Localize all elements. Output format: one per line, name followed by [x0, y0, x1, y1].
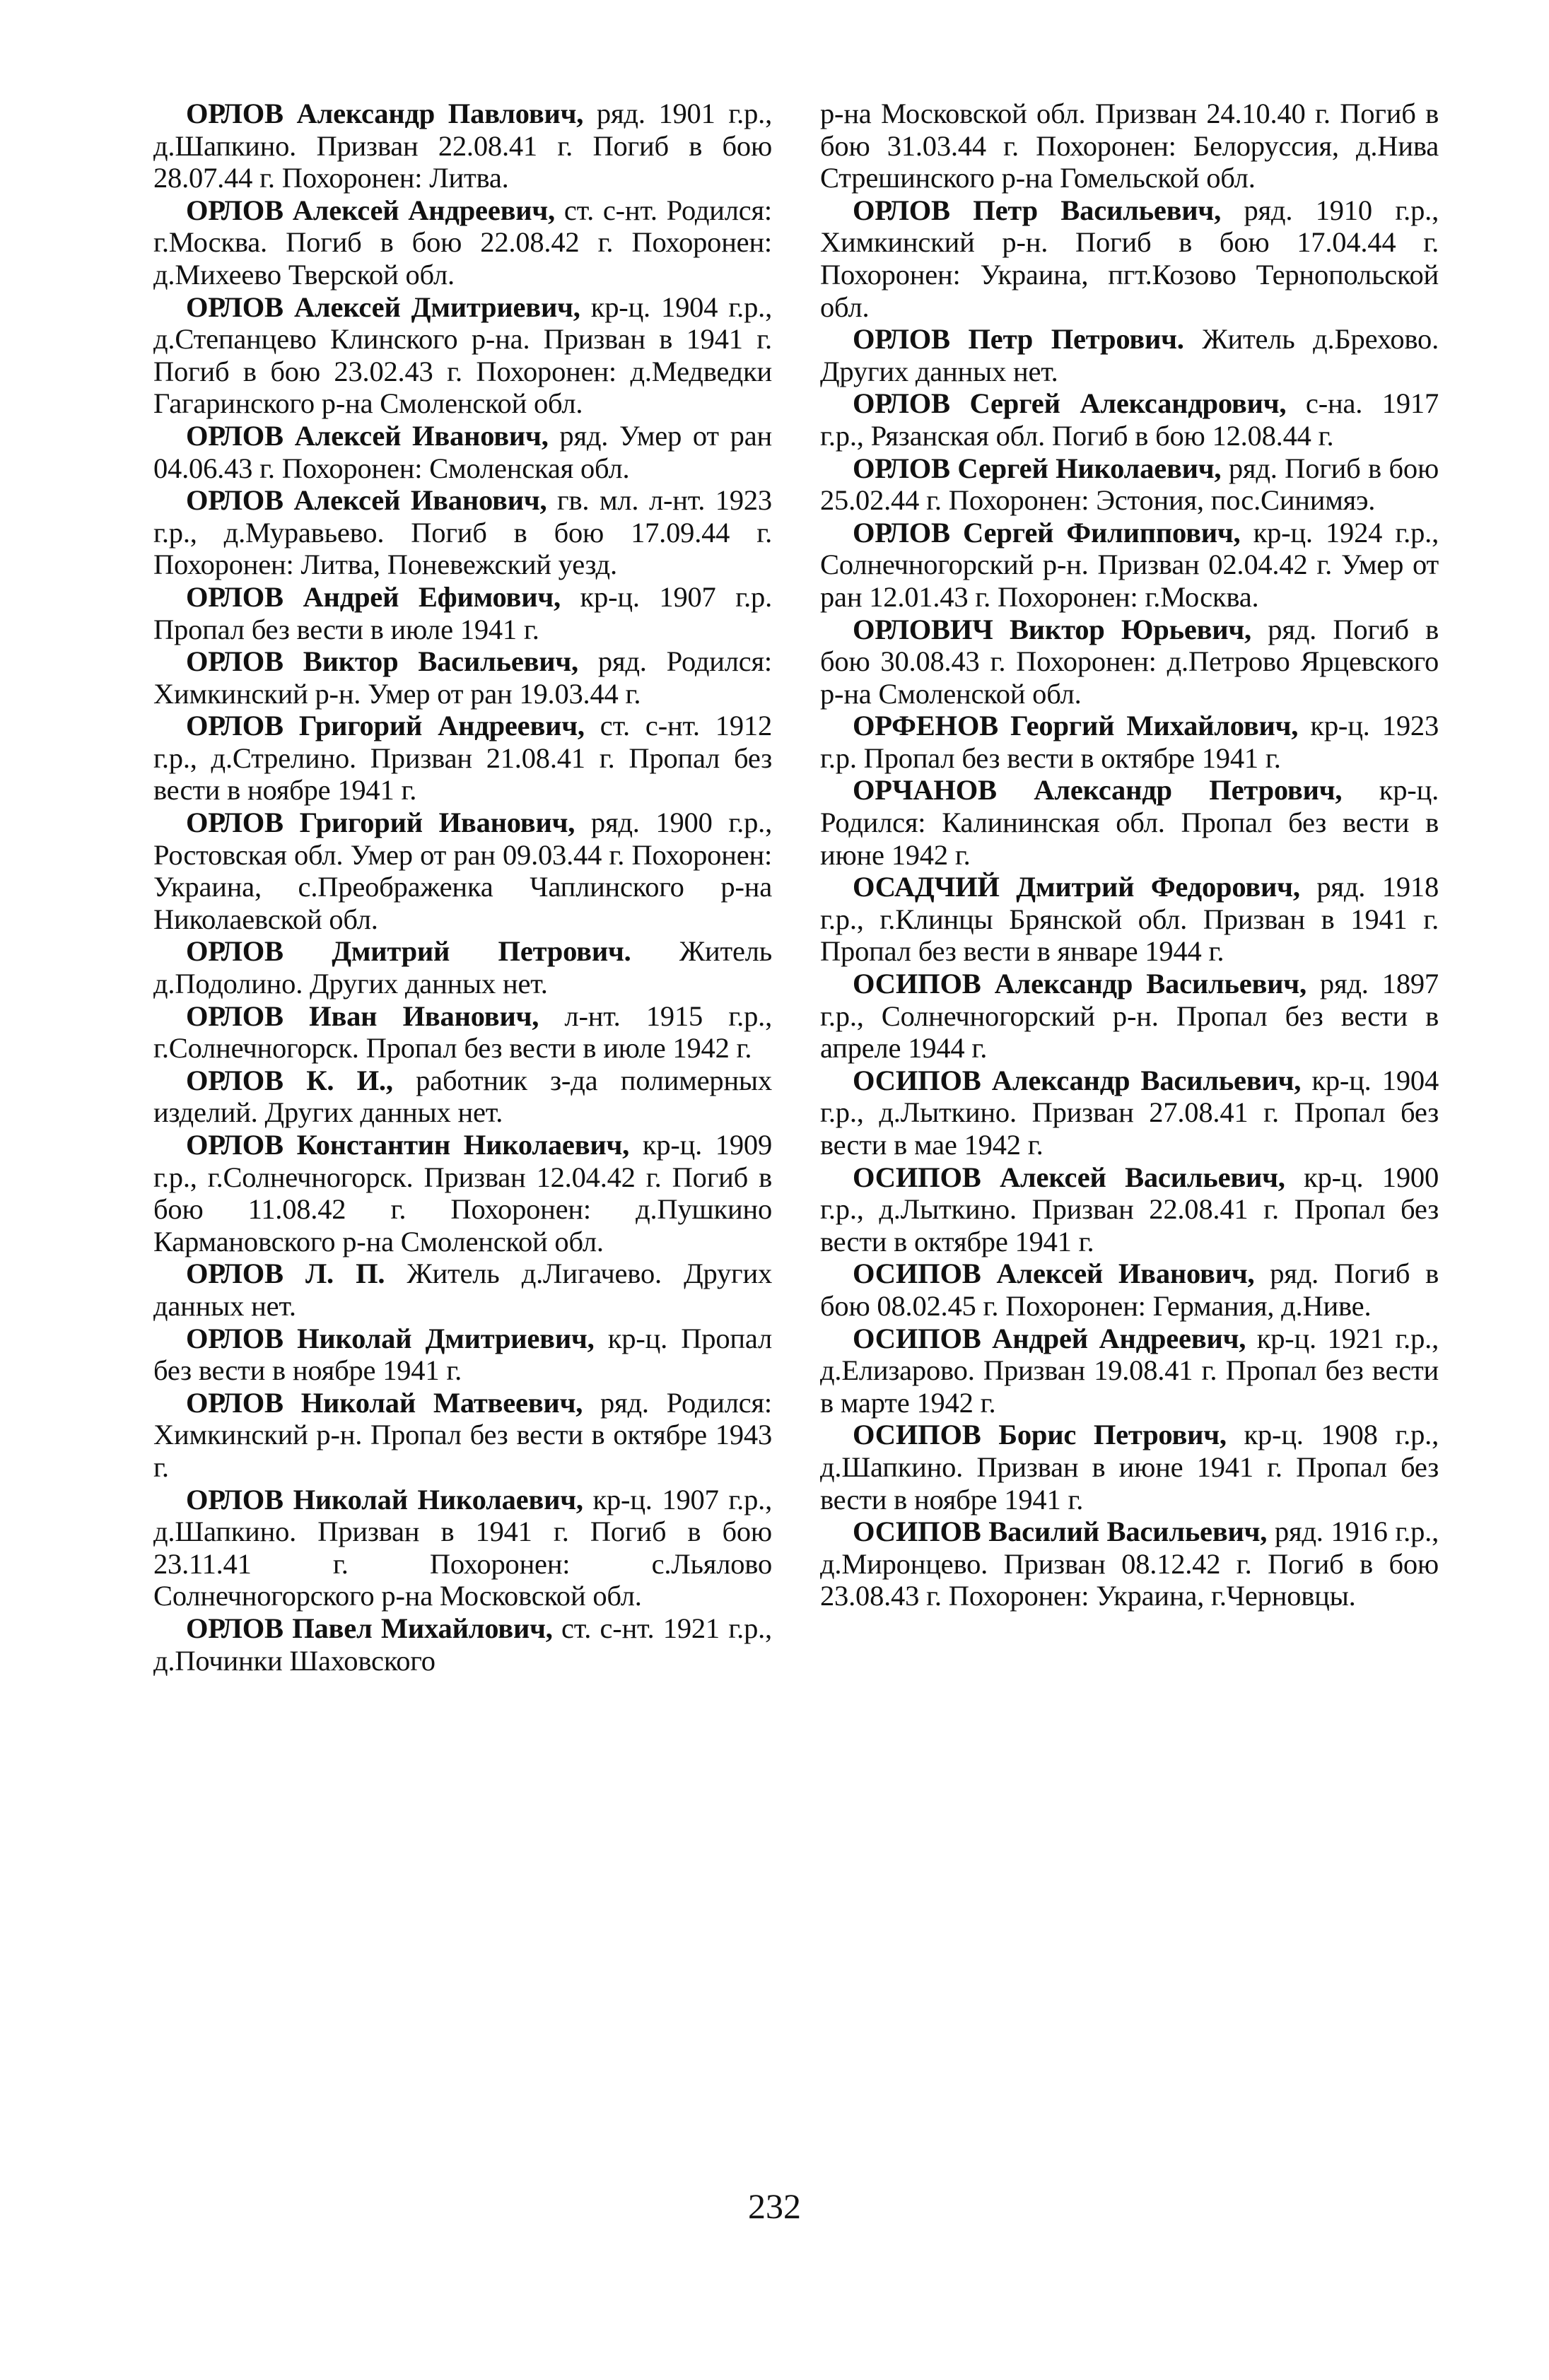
entry-name: ОРЛОВ Дмитрий Петрович.: [186, 935, 631, 968]
entry-name: ОСИПОВ Борис Петрович,: [853, 1419, 1227, 1451]
entry-text: ряд. 1910 г.р., Химкинский р-н. Погиб в бою 17.04.44 г. Похоронен: Украина, пгт.Козово Тернопольской обл.: [820, 194, 1439, 323]
entry-name: ОРЧАНОВ Александр Петрович,: [853, 774, 1343, 807]
list-item: [153, 1065, 772, 1129]
entry-name: ОРЛОВ К. И.,: [186, 1064, 393, 1096]
list-item: [153, 420, 772, 484]
list-item: [153, 935, 772, 1000]
left-column: [153, 98, 772, 1677]
entry-text: ст. с-нт. Родился: г.Москва. Погиб в бою 22.08.42 г. Похоронен: д.Михеево Тверской обл.: [153, 194, 772, 291]
list-item: [820, 1065, 1439, 1161]
entry-text: ст. с-нт. 1921 г.р., д.Починки Шаховского: [153, 1612, 772, 1677]
entry-name: ОРЛОВ Виктор Васильевич,: [186, 645, 578, 678]
entry-text: кр-ц. Пропал без вести в ноябре 1941 г.: [153, 1322, 772, 1387]
page-number: 232: [748, 2186, 801, 2226]
entry-name: ОРЛОВ Павел Михайлович,: [186, 1612, 553, 1644]
entry-text: кр-ц. 1908 г.р., д.Шапкино. Призван в июне 1941 г. Пропал без вести в ноябре 1941 г.: [820, 1419, 1439, 1516]
entry-text: Житель д.Лигачево. Других данных нет.: [153, 1258, 772, 1322]
list-item: [820, 387, 1439, 452]
entry-name: ОСИПОВ Алексей Иванович,: [853, 1258, 1255, 1290]
list-item: [153, 1484, 772, 1612]
entry-text: кр-ц. 1904 г.р., д.Лыткино. Призван 27.08.41 г. Пропал без вести в мае 1942 г.: [820, 1064, 1439, 1161]
entry-name: ОРЛОВ Иван Иванович,: [186, 1000, 539, 1032]
entry-name: ОРЛОВ Николай Дмитриевич,: [186, 1322, 595, 1354]
list-item: [153, 484, 772, 581]
list-item: [820, 1161, 1439, 1258]
entry-text: ряд. Родился: Химкинский р-н. Пропал без вести в октябре 1943 г.: [153, 1386, 772, 1483]
entry-text: кр-ц. 1921 г.р., д.Елизарово. Призван 19.08.41 г. Пропал без вести в марте 1942 г.: [820, 1322, 1439, 1419]
entry-text: ряд. 1918 г.р., г.Клинцы Брянской обл. Призван в 1941 г. Пропал без вести в январе 1944 г.: [820, 871, 1439, 968]
entry-text: ряд. Погиб в бою 25.02.44 г. Похоронен: Эстония, пос.Синимяэ.: [820, 452, 1439, 517]
list-item: [820, 614, 1439, 710]
entry-name: ОРЛОВИЧ Виктор Юрьевич,: [853, 613, 1251, 645]
list-item: [153, 1258, 772, 1322]
entry-name: ОРЛОВ Петр Васильевич,: [853, 194, 1221, 226]
entry-text: кр-ц. 1923 г.р. Пропал без вести в октябре 1941 г.: [820, 710, 1439, 774]
list-item: [153, 1323, 772, 1387]
entry-name: ОСИПОВ Александр Васильевич,: [853, 968, 1307, 1000]
entry-name: ОРФЕНОВ Георгий Михайлович,: [853, 710, 1299, 742]
entry-name: ОРЛОВ Сергей Николаевич,: [853, 452, 1222, 484]
entry-name: ОРЛОВ Николай Николаевич,: [186, 1483, 583, 1516]
list-item: [153, 645, 772, 710]
list-item: [153, 581, 772, 645]
list-item: [153, 1612, 772, 1677]
list-item: [153, 1129, 772, 1258]
entry-text: ст. с-нт. 1912 г.р., д.Стрелино. Призван 21.08.41 г. Пропал без вести в ноябре 1941 г.: [153, 710, 773, 807]
entry-text: кр-ц. 1904 г.р., д.Степанцево Клинского р-на. Призван в 1941 г. Погиб в бою 23.02.43 г. Похоронен: д.Медведки Гагаринского р-на Смоленской обл.: [153, 291, 772, 420]
entry-name: ОРЛОВ Алексей Иванович,: [186, 484, 547, 517]
entry-text: кр-ц. 1907 г.р. Пропал без вести в июле 1941 г.: [153, 580, 772, 645]
entry-text: ряд. Погиб в бою 30.08.43 г. Похоронен: д.Петрово Ярцевского р-на Смоленской обл.: [820, 613, 1439, 710]
list-item: [153, 1387, 772, 1484]
list-item: [820, 1419, 1439, 1516]
entry-name: ОРЛОВ Л. П.: [186, 1258, 385, 1290]
entry-text: кр-ц. 1900 г.р., д.Лыткино. Призван 22.08.41 г. Пропал без вести в октябре 1941 г.: [820, 1161, 1439, 1258]
entry-name: ОРЛОВ Григорий Андреевич,: [186, 710, 585, 742]
list-item: [820, 774, 1439, 871]
entry-text: ряд. Погиб в бою 08.02.45 г. Похоронен: Германия, д.Ниве.: [820, 1258, 1439, 1322]
entry-name: ОРЛОВ Григорий Иванович,: [186, 807, 575, 839]
entry-text: ряд. 1900 г.р., Ростовская обл. Умер от ран 09.03.44 г. Похоронен: Украина, с.Преображенка Чаплинского р-на Николаевской обл.: [153, 807, 772, 935]
entry-name: ОСИПОВ Василий Васильевич,: [853, 1516, 1268, 1548]
entry-text: с-на. 1917 г.р., Рязанская обл. Погиб в бою 12.08.44 г.: [820, 387, 1439, 452]
entry-name: ОРЛОВ Константин Николаевич,: [186, 1129, 630, 1161]
entry-text: кр-ц. Родился: Калининская обл. Пропал без вести в июне 1942 г.: [820, 774, 1439, 871]
list-item: [153, 291, 772, 420]
entry-text: ряд. 1897 г.р., Солнечногорский р-н. Пропал без вести в апреле 1944 г.: [820, 968, 1439, 1065]
entry-name: ОСИПОВ Андрей Андреевич,: [853, 1322, 1246, 1354]
entry-text: ряд. Родился: Химкинский р-н. Умер от ран 19.03.44 г.: [153, 645, 772, 710]
entry-text: кр-ц. 1909 г.р., г.Солнечногорск. Призван 12.04.42 г. Погиб в бою 11.08.42 г. Похоронен: д.Пушкино Кармановского р-на Смоленской обл.: [153, 1129, 773, 1258]
entry-name: ОРЛОВ Александр Павлович,: [186, 98, 584, 129]
entry-name: ОСИПОВ Алексей Васильевич,: [853, 1161, 1285, 1193]
list-item: [153, 807, 772, 935]
entry-text: Житель д.Подолино. Других данных нет.: [153, 935, 772, 1000]
entry-text: кр-ц. 1907 г.р., д.Шапкино. Призван в 1941 г. Погиб в бою 23.11.41 г. Похоронен: с.Льялово Солнечногорского р-на Московской обл.: [153, 1483, 773, 1612]
entry-continuation: р-на Московской обл. Призван 24.10.40 г. Погиб в бою 31.03.44 г. Похоронен: Белоруссия, д.Нива Стрешинского р-на Гомельской обл.: [820, 98, 1439, 194]
entry-name: ОРЛОВ Алексей Дмитриевич,: [186, 291, 580, 323]
entry-text: л-нт. 1915 г.р., г.Солнечногорск. Пропал без вести в июле 1942 г.: [153, 1000, 772, 1065]
list-item: [820, 1516, 1439, 1612]
right-column: [820, 98, 1439, 1612]
entry-name: ОСИПОВ Александр Васильевич,: [853, 1064, 1302, 1096]
list-item: [820, 517, 1439, 614]
list-item: [820, 871, 1439, 968]
list-item: [153, 194, 772, 291]
list-item: [820, 710, 1439, 774]
list-item: [820, 1258, 1439, 1322]
entry-text: ряд. Умер от ран 04.06.43 г. Похоронен: Смоленская обл.: [153, 419, 772, 484]
entry-name: ОРЛОВ Андрей Ефимович,: [186, 580, 561, 613]
entry-text: работник з-да полимерных изделий. Других данных нет.: [153, 1064, 772, 1129]
entry-name: ОСАДЧИЙ Дмитрий Федорович,: [853, 871, 1300, 903]
list-item: [820, 1323, 1439, 1419]
entry-name: ОРЛОВ Алексей Иванович,: [186, 419, 549, 452]
entry-text: кр-ц. 1924 г.р., Солнечногорский р-н. Призван 02.04.42 г. Умер от ран 12.01.43 г. Похоронен: г.Москва.: [820, 516, 1439, 613]
list-item: [153, 710, 772, 807]
entry-name: ОРЛОВ Алексей Андреевич,: [186, 194, 555, 226]
list-item: [820, 194, 1439, 323]
entry-name: ОРЛОВ Сергей Александрович,: [853, 387, 1287, 420]
entry-name: ОРЛОВ Николай Матвеевич,: [186, 1386, 583, 1419]
entry-text: ряд. 1916 г.р., д.Миронцево. Призван 08.12.42 г. Погиб в бою 23.08.43 г. Похоронен: Украина, г.Черновцы.: [820, 1516, 1439, 1612]
list-item: [153, 98, 772, 194]
list-item: [820, 452, 1439, 517]
entry-name: ОРЛОВ Сергей Филиппович,: [853, 516, 1241, 549]
entry-text: Житель д.Брехово. Других данных нет.: [820, 323, 1439, 387]
entry-text: гв. мл. л-нт. 1923 г.р., д.Муравьево. Погиб в бою 17.09.44 г. Похоронен: Литва, Поневежский уезд.: [153, 484, 772, 581]
list-item: [820, 323, 1439, 387]
list-item: [820, 968, 1439, 1065]
entry-name: ОРЛОВ Петр Петрович.: [853, 323, 1184, 356]
entry-text: ряд. 1901 г.р., д.Шапкино. Призван 22.08.41 г. Погиб в бою 28.07.44 г. Похоронен: Литва.: [153, 98, 773, 194]
list-item: [153, 1000, 772, 1065]
